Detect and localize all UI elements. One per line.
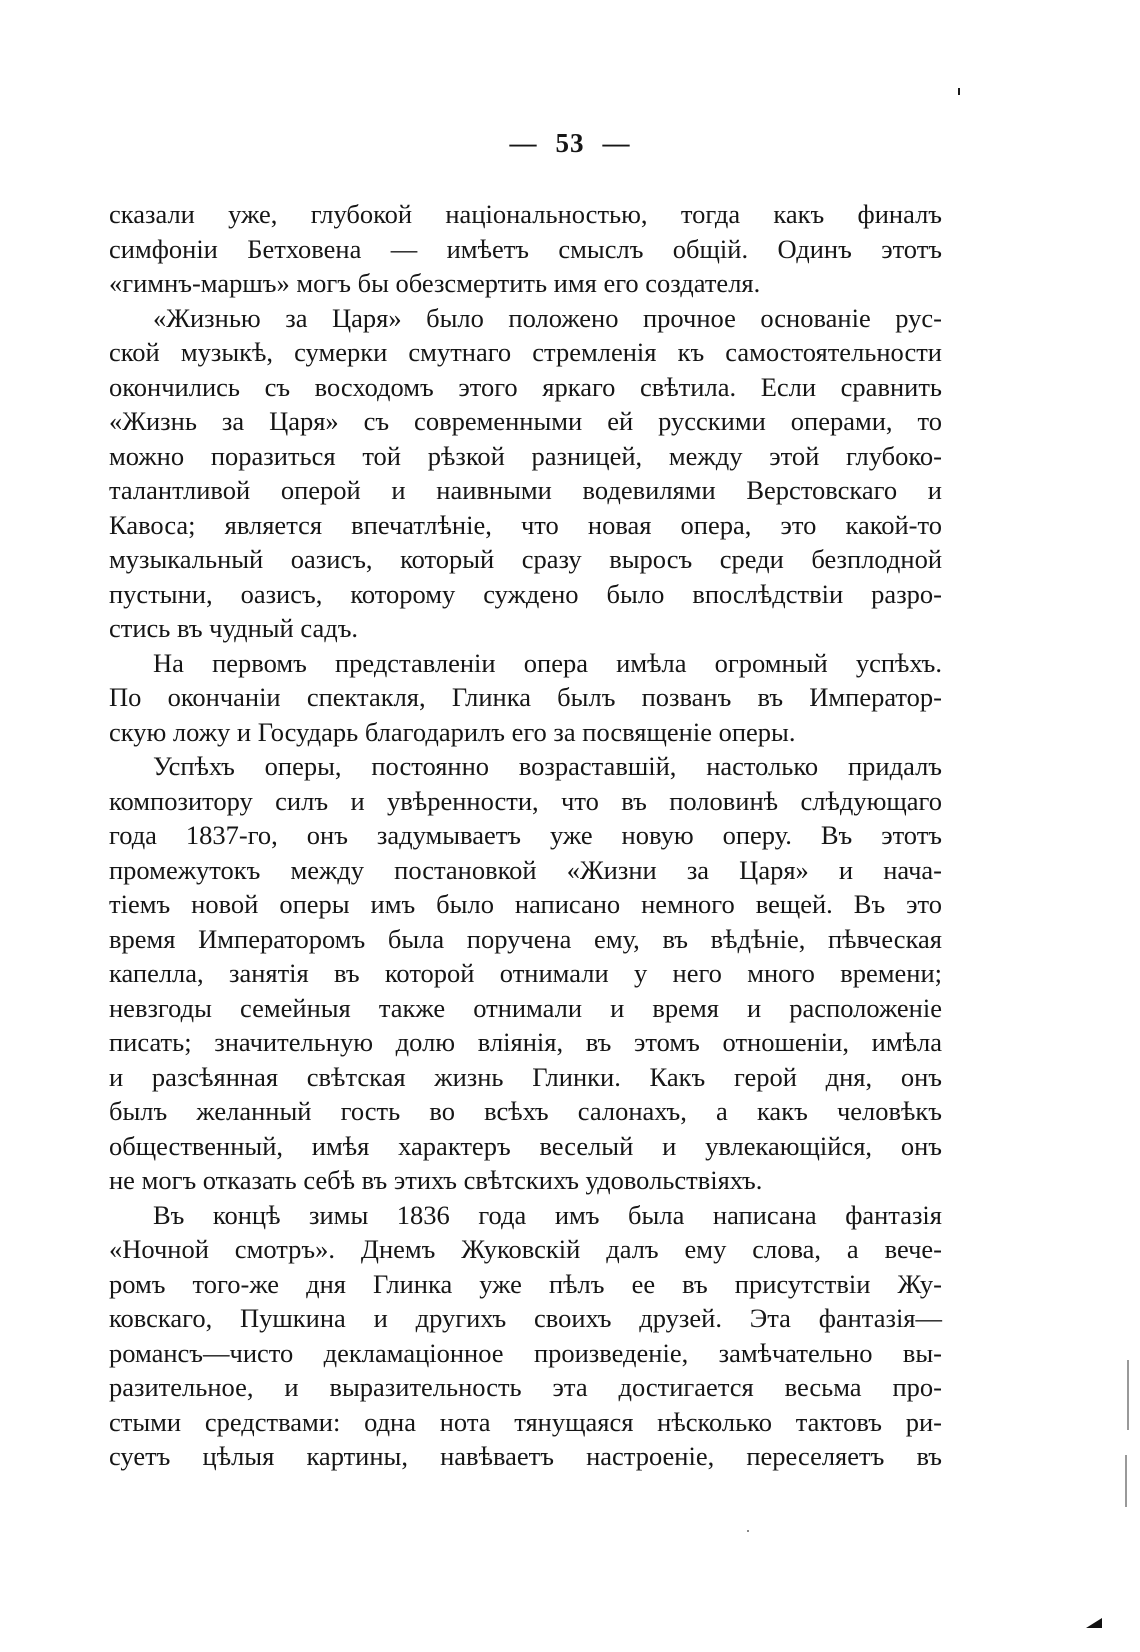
text-line: романсъ—чисто декламаціонное произведеніе, замѣчательно вы-: [109, 1337, 942, 1368]
text-line: Въ концѣ зимы 1836 года имъ была написана фантазія: [153, 1199, 942, 1230]
text-line: ской музыкѣ, сумерки смутнаго стремленія къ самостоятельности: [109, 337, 942, 367]
page-number-dash-right: —: [602, 128, 631, 158]
text-line: окончились съ восходомъ этого яркаго свѣтила. Если сравнить: [109, 371, 942, 402]
text-line: пустыни, оазисъ, которому суждено было впослѣдствіи разро-: [109, 578, 942, 609]
text-line: талантливой оперой и наивными водевилями Верстовскаго и: [109, 475, 942, 505]
text-line: общественный, имѣя характеръ веселый и увлекающійся, онъ: [109, 1130, 942, 1161]
text-line: Успѣхъ оперы, постоянно возраставшій, настолько придалъ: [153, 751, 942, 781]
text-line: разительное, и выразительность эта достигается весьма про-: [109, 1372, 942, 1402]
text-line: На первомъ представленіи опера имѣла огромный успѣхъ.: [153, 647, 942, 678]
text-line: скую ложу и Государь благодарилъ его за посвященіе оперы.: [109, 716, 796, 747]
text-line: не могъ отказать себѣ въ этихъ свѣтскихъ удовольствіяхъ.: [109, 1165, 763, 1195]
text-line: капелла, занятія въ которой отнимали у него много времени;: [109, 958, 942, 988]
text-line: «Ночной смотръ». Днемъ Жуковскій далъ ему слова, а вече-: [109, 1234, 942, 1264]
text-line: можно поразиться той рѣзкой разницей, между этой глубоко-: [109, 440, 942, 471]
text-line: и разсѣянная свѣтская жизнь Глинки. Какъ герой дня, онъ: [109, 1061, 942, 1092]
text-line: тіемъ новой оперы имъ было написано немного вещей. Въ это: [109, 889, 942, 919]
text-line: сказали уже, глубокой національностью, тогда какъ финалъ: [109, 199, 942, 229]
text-line: ковскаго, Пушкина и другихъ своихъ друзей. Эта фантазія—: [109, 1303, 942, 1333]
scan-edge-mark: [1125, 1455, 1127, 1507]
text-line: «гимнъ-маршъ» могъ бы обезсмертить имя его создателя.: [109, 268, 761, 298]
text-line: музыкальный оазисъ, который сразу выросъ среди безплодной: [109, 544, 942, 574]
text-line: композитору силъ и увѣренности, что въ половинѣ слѣдующаго: [109, 785, 942, 816]
text-line: года 1837-го, онъ задумываетъ уже новую оперу. Въ этотъ: [109, 820, 942, 850]
page-number-dash-left: —: [509, 128, 538, 158]
text-line: писать; значительную долю вліянія, въ этомъ отношеніи, имѣла: [109, 1027, 942, 1057]
text-line: былъ желанный гость во всѣхъ салонахъ, а какъ человѣкъ: [109, 1096, 942, 1126]
text-line: ромъ того-же дня Глинка уже пѣлъ ее въ присутствіи Жу-: [109, 1268, 942, 1299]
text-line: По окончаніи спектакля, Глинка былъ позванъ въ Император-: [109, 682, 942, 712]
text-line: «Жизнью за Царя» было положено прочное основаніе рус-: [153, 302, 942, 333]
page-number-header: [0, 128, 1140, 159]
scan-speck-mark: [747, 1530, 749, 1532]
scan-edge-mark: [1127, 1360, 1129, 1430]
scan-speck-mark: [958, 88, 960, 95]
page-corner-mark: [1086, 1618, 1102, 1628]
text-line: суетъ цѣлыя картины, навѣваетъ настроеніе, переселяетъ въ: [109, 1441, 942, 1471]
text-line: «Жизнь за Царя» съ современными ей русскими операми, то: [109, 406, 942, 436]
body-text: [109, 197, 942, 1474]
page-number: 53: [555, 128, 585, 158]
text-line: невзгоды семейныя также отнимали и время и расположеніе: [109, 992, 942, 1023]
text-line: Кавоса; является впечатлѣніе, что новая опера, это какой-то: [109, 509, 942, 540]
text-line: промежутокъ между постановкой «Жизни за Царя» и нача-: [109, 854, 942, 885]
text-line: время Императоромъ была поручена ему, въ вѣдѣніе, пѣвческая: [109, 923, 942, 954]
text-line: стыми средствами: одна нота тянущаяся нѣсколько тактовъ ри-: [109, 1406, 942, 1437]
text-line: симфоніи Бетховена — имѣетъ смыслъ общій. Одинъ этотъ: [109, 233, 942, 264]
text-line: стись въ чудный садъ.: [109, 613, 359, 643]
